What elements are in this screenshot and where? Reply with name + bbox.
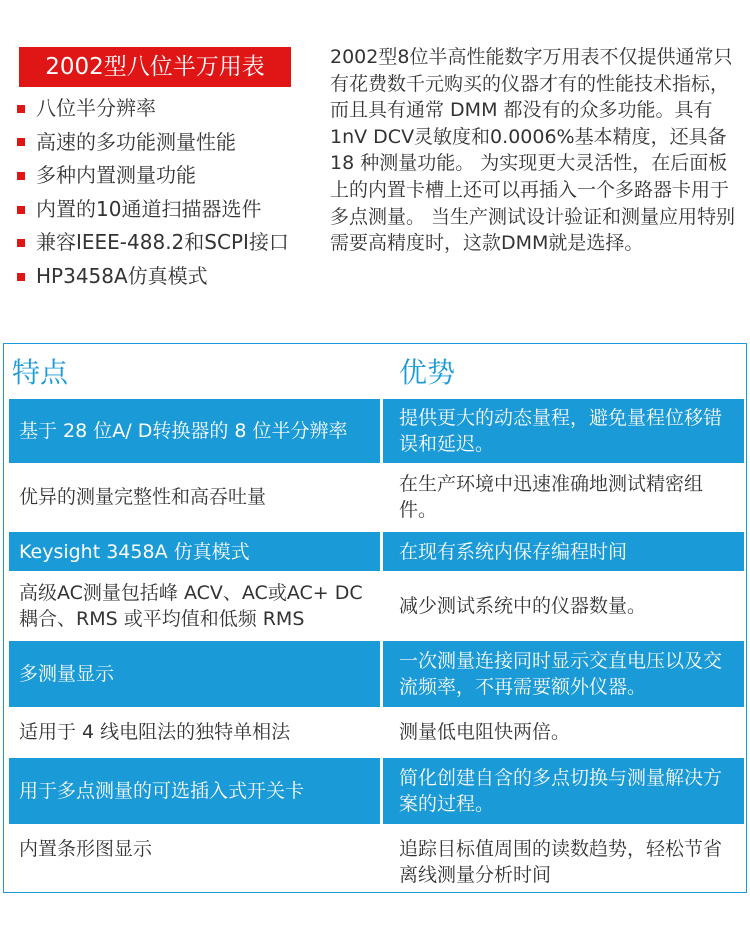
bullet-icon bbox=[17, 273, 25, 281]
table-cell-benefit: 减少测试系统中的仪器数量。 bbox=[383, 574, 744, 638]
bullet-icon bbox=[17, 138, 25, 146]
table-cell-benefit: 提供更大的动态量程，避免量程位移错误和延迟。 bbox=[383, 399, 744, 463]
feature-benefit-table bbox=[3, 343, 747, 893]
feature-list bbox=[17, 92, 289, 294]
list-item: 八位半分辨率 bbox=[17, 92, 289, 126]
product-title: 2002型八位半万用表 bbox=[19, 47, 291, 87]
table-cell-feature: Keysight 3458A 仿真模式 bbox=[9, 532, 380, 571]
table-cell-feature: 优异的测量完整性和高吞吐量 bbox=[9, 466, 380, 528]
header-benefit: 优势 bbox=[399, 356, 456, 389]
table-cell-benefit: 测量低电阻快两倍。 bbox=[383, 710, 744, 754]
table-cell-benefit: 在生产环境中迅速准确地测试精密组件。 bbox=[383, 466, 744, 528]
table-cell-benefit: 在现有系统内保存编程时间 bbox=[383, 532, 744, 571]
table-cell-feature: 内置条形图显示 bbox=[9, 828, 380, 890]
list-item: HP3458A仿真模式 bbox=[17, 260, 289, 294]
table-cell-benefit: 简化创建自含的多点切换与测量解决方案的过程。 bbox=[383, 758, 744, 824]
bullet-icon bbox=[17, 105, 25, 113]
bullet-icon bbox=[17, 239, 25, 247]
table-cell-feature: 基于 28 位A/ D转换器的 8 位半分辨率 bbox=[9, 399, 380, 463]
table-cell-feature: 高级AC测量包括峰 ACV、AC或AC+ DC 耦合、RMS 或平均值和低频 RMS bbox=[9, 574, 380, 638]
table-cell-feature: 多测量显示 bbox=[9, 641, 380, 707]
table-cell-benefit: 一次测量连接同时显示交直电压以及交流频率，不再需要额外仪器。 bbox=[383, 641, 744, 707]
bullet-icon bbox=[17, 172, 25, 180]
intro-paragraph: 2002型8位半高性能数字万用表不仅提供通常只有花费数千元购买的仪器才有的性能技术指标，而且具有通常 DMM 都没有的众多功能。具有1nV DCV灵敏度和0.0006%基本精度，还具备 18 种测量功能。 为实现更大灵活性，在后面板上的内置卡槽上还可以再插入一个多路器卡用于多点测量。 当生产测试设计验证和测量应用特别需要高精度时，这款DMM就是选择。 bbox=[330, 46, 736, 255]
list-item: 高速的多功能测量性能 bbox=[17, 126, 289, 160]
header-feature: 特点 bbox=[12, 356, 69, 389]
list-item: 多种内置测量功能 bbox=[17, 159, 289, 193]
list-item: 兼容IEEE-488.2和SCPI接口 bbox=[17, 226, 289, 260]
list-item: 内置的10通道扫描器选件 bbox=[17, 193, 289, 227]
table-cell-benefit: 追踪目标值周围的读数趋势，轻松节省离线测量分析时间 bbox=[383, 828, 744, 890]
bullet-icon bbox=[17, 206, 25, 214]
table-cell-feature: 用于多点测量的可选插入式开关卡 bbox=[9, 758, 380, 824]
intro-section bbox=[0, 0, 750, 320]
table-cell-feature: 适用于 4 线电阻法的独特单相法 bbox=[9, 710, 380, 754]
